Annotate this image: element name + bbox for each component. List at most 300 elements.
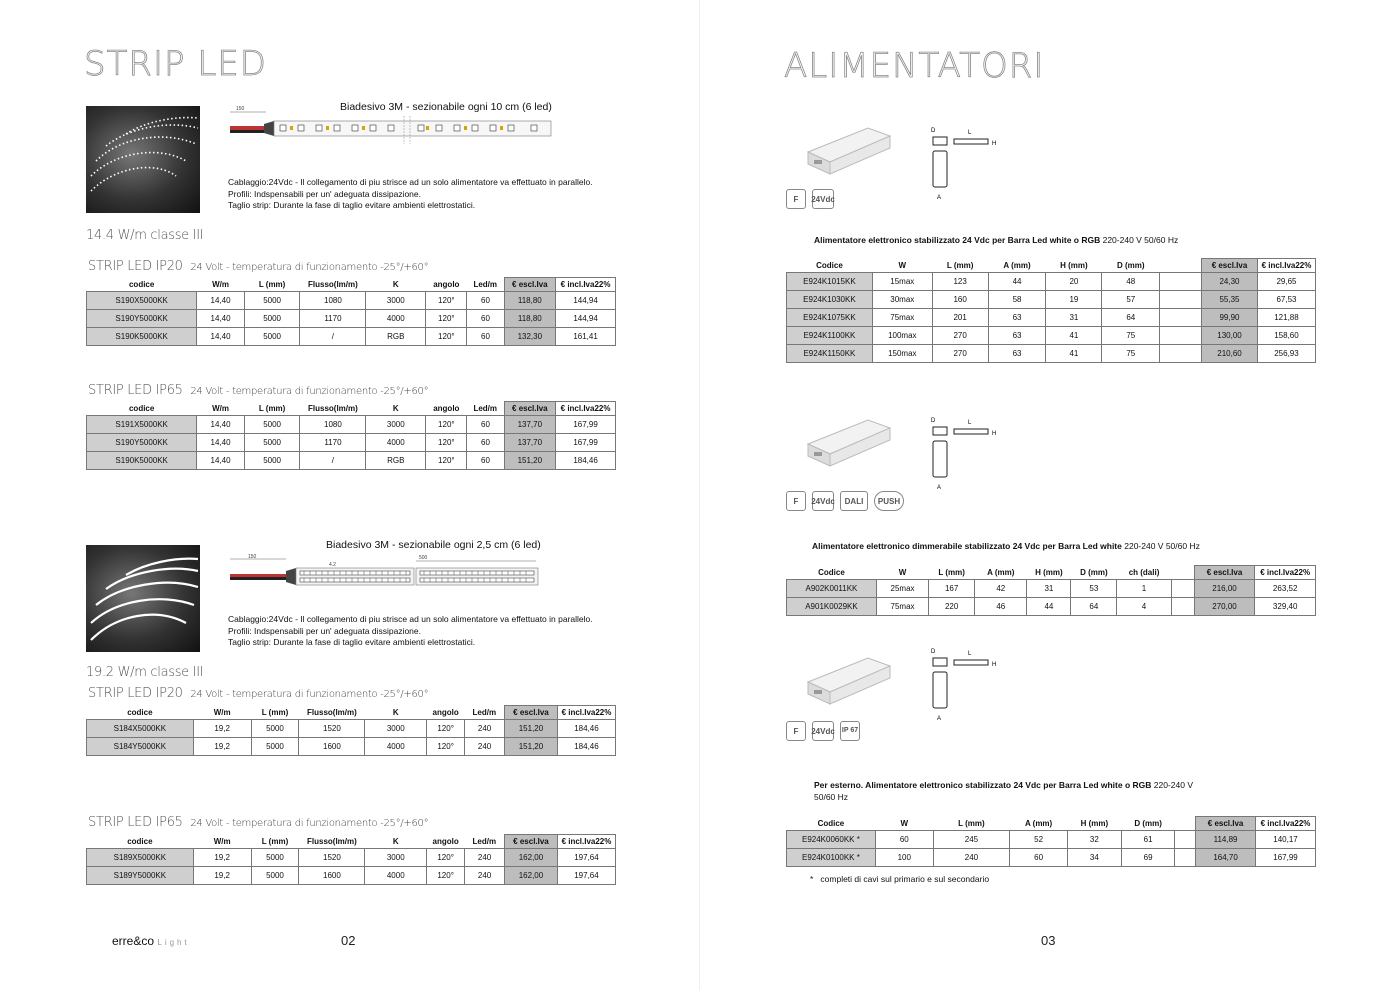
table-cell: 44 bbox=[1027, 598, 1071, 616]
table-cell: 4 bbox=[1117, 598, 1171, 616]
table-cell: RGB bbox=[366, 452, 426, 470]
page-number-right: 03 bbox=[1041, 933, 1056, 948]
dim-a: A bbox=[937, 195, 942, 201]
table-cell: 240 bbox=[465, 849, 505, 867]
table-row bbox=[787, 345, 1316, 363]
table-cell: 69 bbox=[1121, 849, 1175, 867]
table-cell: E924K1015KK bbox=[787, 273, 873, 291]
table-cell: 1600 bbox=[299, 738, 365, 756]
dim-h-2: H bbox=[992, 431, 997, 437]
table-header-row bbox=[87, 402, 616, 416]
strip-led-ip20-table-1 bbox=[86, 277, 616, 346]
column-header: Led/m bbox=[472, 836, 497, 846]
column-header: € escl.Iva bbox=[1202, 259, 1258, 273]
table-cell: S190Y5000KK bbox=[87, 310, 197, 328]
footnote-text: completi di cavi sul primario e sul secondario bbox=[820, 874, 990, 884]
page-right bbox=[700, 0, 1400, 990]
table-cell: 32 bbox=[1068, 831, 1122, 849]
table-row bbox=[787, 580, 1316, 598]
column-header: K bbox=[392, 403, 399, 413]
column-header: ch (dali) bbox=[1128, 567, 1160, 577]
table-cell: 52 bbox=[1010, 831, 1068, 849]
table-cell: 4000 bbox=[365, 738, 427, 756]
cert-24v-3: 24Vdc bbox=[812, 721, 834, 741]
table-cell bbox=[1160, 327, 1202, 345]
table-cell: 57 bbox=[1102, 291, 1160, 309]
table-cell: 123 bbox=[932, 273, 988, 291]
table-header-row bbox=[787, 566, 1316, 580]
dimension-diagram-1 bbox=[926, 124, 1006, 204]
column-header: € incl.Iva22% bbox=[1256, 817, 1316, 831]
column-header: L (mm) bbox=[938, 567, 965, 577]
table-cell: 29,65 bbox=[1257, 273, 1315, 291]
column-header: D (mm) bbox=[1080, 567, 1108, 577]
table-cell: 5000 bbox=[251, 849, 299, 867]
table-cell: A901K0029KK bbox=[787, 598, 877, 616]
table-cell: 137,70 bbox=[504, 416, 556, 434]
column-header: W/m bbox=[212, 403, 229, 413]
table-row bbox=[87, 452, 616, 470]
strip-led-ip65-table-1 bbox=[86, 401, 616, 470]
table-cell: 184,46 bbox=[557, 720, 615, 738]
cert-push: PUSH bbox=[874, 491, 904, 511]
column-header: L (mm) bbox=[261, 707, 289, 717]
table-4-subtitle: 24 Volt - temperatura di funzionamento -25°/+60° bbox=[190, 818, 429, 829]
table-cell: S191X5000KK bbox=[87, 416, 197, 434]
dimension-diagram-3 bbox=[926, 645, 1006, 725]
table-cell: 120° bbox=[427, 849, 465, 867]
table-cell: 158,60 bbox=[1257, 327, 1315, 345]
table-cell: 161,41 bbox=[556, 328, 616, 346]
column-header: € escl.Iva bbox=[504, 278, 556, 292]
strip-2-dim-a: 150 bbox=[248, 554, 257, 560]
cert-24v-1: 24Vdc bbox=[812, 189, 834, 209]
table-row bbox=[787, 598, 1316, 616]
page-number-left: 02 bbox=[341, 933, 356, 948]
section-3-caption bbox=[814, 779, 1194, 803]
table-cell: 144,94 bbox=[556, 310, 616, 328]
table-cell: 120° bbox=[427, 738, 465, 756]
strip-led-ip65-table-2 bbox=[86, 834, 616, 885]
table-cell: 100max bbox=[872, 327, 932, 345]
section-3-caption-bold: Per esterno. Alimentatore elettronico stabilizzato 24 Vdc per Barra Led white o RGB bbox=[814, 780, 1152, 790]
table-cell: 162,00 bbox=[505, 849, 558, 867]
table-cell: S184X5000KK bbox=[87, 720, 194, 738]
table-header-row bbox=[787, 259, 1316, 273]
table-cell: 167 bbox=[929, 580, 975, 598]
table-cell: 60 bbox=[467, 292, 504, 310]
table-cell: S189X5000KK bbox=[87, 849, 194, 867]
table-cell: 42 bbox=[975, 580, 1027, 598]
table-cell: 1080 bbox=[300, 416, 366, 434]
table-cell: E924K1030KK bbox=[787, 291, 873, 309]
table-cell: 19,2 bbox=[193, 867, 251, 885]
note-profili-2: Profili: Indspensabili per un' adeguata dissipazione. bbox=[228, 625, 421, 636]
power-supply-image-1 bbox=[804, 122, 894, 182]
strip-2-diagram-label: Biadesivo 3M - sezionabile ogni 2,5 cm (6 led) bbox=[326, 539, 541, 551]
column-header: Flusso(lm/m) bbox=[308, 403, 358, 413]
section-3-caption-line2: 50/60 Hz bbox=[814, 792, 849, 802]
table-cell: 151,20 bbox=[505, 720, 558, 738]
table-cell: 270 bbox=[932, 345, 988, 363]
dim-h: H bbox=[992, 141, 997, 147]
power-supply-table-3 bbox=[786, 816, 1316, 867]
table-cell: 60 bbox=[467, 328, 504, 346]
table-cell: 34 bbox=[1068, 849, 1122, 867]
strip-2-class-label: 19.2 W/m classe III bbox=[86, 665, 204, 680]
column-header: A (mm) bbox=[1003, 260, 1031, 270]
table-1-title bbox=[88, 259, 428, 274]
table-cell: E924K0060KK * bbox=[787, 831, 876, 849]
table-cell: 120° bbox=[427, 867, 465, 885]
table-cell: 184,46 bbox=[556, 452, 616, 470]
table-cell: 114,89 bbox=[1196, 831, 1256, 849]
table-cell: 60 bbox=[1010, 849, 1068, 867]
cert-ip67: IP 67 bbox=[840, 721, 860, 741]
column-header: angolo bbox=[433, 403, 460, 413]
table-row bbox=[787, 327, 1316, 345]
table-cell: 167,99 bbox=[1256, 849, 1316, 867]
column-header: Flusso(lm/m) bbox=[307, 707, 357, 717]
strip-2-dim-c: 4.2 bbox=[329, 562, 336, 568]
table-cell: S190Y5000KK bbox=[87, 434, 197, 452]
table-4-name: STRIP LED IP65 bbox=[88, 815, 183, 830]
table-cell: 19 bbox=[1046, 291, 1102, 309]
dimension-diagram-2 bbox=[926, 414, 1006, 494]
power-supply-image-3 bbox=[804, 652, 894, 712]
column-header: L (mm) bbox=[958, 818, 985, 828]
table-3-title bbox=[88, 686, 428, 701]
table-cell: 216,00 bbox=[1194, 580, 1255, 598]
table-row bbox=[787, 849, 1316, 867]
table-cell: 31 bbox=[1027, 580, 1071, 598]
column-header: Flusso(lm/m) bbox=[307, 836, 357, 846]
note-taglio-2: Taglio strip: Durante la fase di taglio evitare ambienti elettrostatici. bbox=[228, 637, 476, 647]
cert-dali: DALI bbox=[840, 491, 868, 511]
table-row bbox=[787, 291, 1316, 309]
table-cell bbox=[1171, 580, 1194, 598]
table-cell: 41 bbox=[1046, 345, 1102, 363]
table-cell: 15max bbox=[872, 273, 932, 291]
table-row bbox=[787, 309, 1316, 327]
table-cell: 120° bbox=[426, 416, 467, 434]
column-header: K bbox=[392, 279, 399, 289]
column-header bbox=[1160, 259, 1202, 273]
table-cell: 58 bbox=[988, 291, 1046, 309]
strip-2-dim-b: 500 bbox=[419, 555, 428, 561]
column-header: Codice bbox=[818, 567, 845, 577]
section-1-caption-normal: 220-240 V 50/60 Hz bbox=[1100, 235, 1179, 245]
table-cell: 140,17 bbox=[1256, 831, 1316, 849]
section-3-caption-normal: 220-240 V bbox=[1151, 780, 1193, 790]
section-2-caption-normal: 220-240 V 50/60 Hz bbox=[1121, 541, 1200, 551]
table-cell: 75 bbox=[1102, 345, 1160, 363]
footer-brand bbox=[112, 934, 190, 948]
column-header: € escl.Iva bbox=[505, 835, 558, 849]
table-cell: 53 bbox=[1071, 580, 1117, 598]
table-row bbox=[87, 434, 616, 452]
column-header: Flusso(lm/m) bbox=[308, 279, 358, 289]
table-4-title bbox=[88, 815, 428, 830]
table-cell: 64 bbox=[1071, 598, 1117, 616]
note-profili: Profili: Indspensabili per un' adeguata dissipazione. bbox=[228, 188, 421, 199]
table-cell: 240 bbox=[465, 738, 505, 756]
table-cell: 19,2 bbox=[193, 849, 251, 867]
table-cell: 46 bbox=[975, 598, 1027, 616]
column-header: € incl.Iva22% bbox=[556, 402, 616, 416]
table-cell: 120° bbox=[426, 310, 467, 328]
table-cell: 3000 bbox=[365, 849, 427, 867]
table-cell: 263,52 bbox=[1255, 580, 1316, 598]
table-cell: 60 bbox=[875, 831, 933, 849]
table-cell: 75max bbox=[876, 598, 928, 616]
power-supply-image-2 bbox=[804, 414, 894, 474]
table-cell: 25max bbox=[876, 580, 928, 598]
page-title-alimentatori: ALIMENTATORI bbox=[784, 46, 1045, 86]
column-header: € incl.Iva22% bbox=[557, 835, 615, 849]
certifications-3 bbox=[786, 721, 866, 741]
table-cell: 1080 bbox=[300, 292, 366, 310]
column-header: L (mm) bbox=[258, 403, 286, 413]
f-mark-icon-2: F bbox=[786, 491, 806, 511]
table-cell: 63 bbox=[988, 345, 1046, 363]
column-header: W bbox=[898, 567, 907, 577]
footnote bbox=[810, 874, 989, 884]
column-header: D (mm) bbox=[1117, 260, 1145, 270]
table-cell: 120° bbox=[426, 292, 467, 310]
column-header: € escl.Iva bbox=[504, 402, 556, 416]
table-cell: S190X5000KK bbox=[87, 292, 197, 310]
table-cell: 256,93 bbox=[1257, 345, 1315, 363]
table-cell: 240 bbox=[933, 849, 1009, 867]
table-cell: 245 bbox=[933, 831, 1009, 849]
table-cell: 4000 bbox=[366, 310, 426, 328]
column-header: angolo bbox=[433, 279, 460, 289]
table-cell: 67,53 bbox=[1257, 291, 1315, 309]
table-cell: 120° bbox=[426, 434, 467, 452]
table-cell: S189Y5000KK bbox=[87, 867, 194, 885]
column-header bbox=[1175, 817, 1196, 831]
table-cell: 120° bbox=[427, 720, 465, 738]
table-cell: 197,64 bbox=[557, 849, 615, 867]
table-cell: 151,20 bbox=[504, 452, 556, 470]
table-cell: 60 bbox=[467, 452, 504, 470]
strip-1-notes bbox=[228, 177, 648, 212]
table-cell: 60 bbox=[467, 434, 504, 452]
table-cell: 137,70 bbox=[504, 434, 556, 452]
table-cell: 14,40 bbox=[197, 416, 244, 434]
table-cell bbox=[1160, 309, 1202, 327]
table-3-name: STRIP LED IP20 bbox=[88, 686, 183, 701]
table-cell: 162,00 bbox=[505, 867, 558, 885]
power-supply-table-2 bbox=[786, 565, 1316, 616]
section-2-caption-bold: Alimentatore elettronico dimmerabile stabilizzato 24 Vdc per Barra Led white bbox=[812, 541, 1122, 551]
strip-1-dim-label: 150 bbox=[236, 106, 245, 112]
column-header: H (mm) bbox=[1080, 818, 1109, 828]
table-cell: 14,40 bbox=[197, 434, 244, 452]
table-cell bbox=[1171, 598, 1194, 616]
table-1-subtitle: 24 Volt - temperatura di funzionamento -25°/+60° bbox=[190, 262, 429, 273]
column-header: W/m bbox=[213, 836, 231, 846]
column-header: Led/m bbox=[472, 707, 497, 717]
column-header: L (mm) bbox=[946, 260, 974, 270]
table-cell: 5000 bbox=[244, 292, 300, 310]
table-cell: 197,64 bbox=[557, 867, 615, 885]
table-cell: 99,90 bbox=[1202, 309, 1258, 327]
table-cell: 5000 bbox=[244, 452, 300, 470]
section-1-caption-bold: Alimentatore elettronico stabilizzato 24 Vdc per Barra Led white o RGB bbox=[814, 235, 1101, 245]
table-cell: 118,80 bbox=[504, 310, 556, 328]
table-2-title bbox=[88, 383, 428, 398]
table-cell: 150max bbox=[872, 345, 932, 363]
table-cell: 1170 bbox=[300, 434, 366, 452]
table-cell: 130,00 bbox=[1202, 327, 1258, 345]
table-header-row bbox=[87, 706, 616, 720]
table-cell: / bbox=[300, 452, 366, 470]
table-1-name: STRIP LED IP20 bbox=[88, 259, 183, 274]
table-cell bbox=[1175, 849, 1196, 867]
table-2-name: STRIP LED IP65 bbox=[88, 383, 183, 398]
table-cell: 201 bbox=[932, 309, 988, 327]
table-cell: 270,00 bbox=[1194, 598, 1255, 616]
table-cell: 210,60 bbox=[1202, 345, 1258, 363]
strip-1-class-label: 14.4 W/m classe III bbox=[86, 228, 204, 243]
column-header: W bbox=[900, 818, 909, 828]
table-header-row bbox=[87, 835, 616, 849]
table-cell: 14,40 bbox=[197, 452, 244, 470]
table-header-row bbox=[87, 278, 616, 292]
column-header: angolo bbox=[432, 707, 459, 717]
table-cell: 60 bbox=[467, 310, 504, 328]
column-header: Led/m bbox=[473, 279, 498, 289]
footnote-mark: * bbox=[810, 874, 814, 884]
table-cell: 120° bbox=[426, 452, 467, 470]
column-header: Codice bbox=[817, 818, 845, 828]
table-header-row bbox=[787, 817, 1316, 831]
table-cell: E924K0100KK * bbox=[787, 849, 876, 867]
table-row bbox=[87, 416, 616, 434]
note-taglio: Taglio strip: Durante la fase di taglio evitare ambienti elettrostatici. bbox=[228, 200, 476, 210]
table-cell: 270 bbox=[932, 327, 988, 345]
table-row bbox=[87, 310, 616, 328]
table-cell: 118,80 bbox=[504, 292, 556, 310]
table-cell: 48 bbox=[1102, 273, 1160, 291]
column-header: K bbox=[392, 836, 399, 846]
strip-1-diagram bbox=[226, 104, 556, 154]
certifications-2 bbox=[786, 491, 910, 511]
brand-light: Light bbox=[157, 938, 190, 947]
table-row bbox=[87, 292, 616, 310]
table-cell: 120° bbox=[426, 328, 467, 346]
table-cell: 63 bbox=[988, 327, 1046, 345]
column-header: € incl.Iva22% bbox=[1257, 259, 1315, 273]
dim-d-3: D bbox=[931, 649, 936, 655]
table-cell: 151,20 bbox=[505, 738, 558, 756]
column-header: D (mm) bbox=[1134, 818, 1162, 828]
table-cell: 5000 bbox=[251, 867, 299, 885]
table-cell bbox=[1160, 291, 1202, 309]
table-cell bbox=[1160, 273, 1202, 291]
table-cell: 30max bbox=[872, 291, 932, 309]
brand-name: erre&co bbox=[112, 934, 155, 948]
table-cell bbox=[1160, 345, 1202, 363]
dim-a-3: A bbox=[937, 716, 942, 722]
table-cell: S190K5000KK bbox=[87, 452, 197, 470]
dim-l: L bbox=[968, 130, 972, 136]
column-header: H (mm) bbox=[1035, 567, 1063, 577]
column-header: € incl.Iva22% bbox=[556, 278, 616, 292]
strip-photo-1 bbox=[86, 106, 200, 213]
table-2-subtitle: 24 Volt - temperatura di funzionamento -25°/+60° bbox=[190, 386, 429, 397]
table-row bbox=[87, 867, 616, 885]
f-mark-icon: F bbox=[786, 189, 806, 209]
strip-photo-2 bbox=[86, 545, 200, 652]
strip-2-notes bbox=[228, 614, 648, 649]
power-supply-table-1 bbox=[786, 258, 1316, 363]
dim-a-2: A bbox=[937, 485, 942, 491]
table-cell: / bbox=[300, 328, 366, 346]
table-row bbox=[87, 328, 616, 346]
table-row bbox=[87, 849, 616, 867]
table-cell: 100 bbox=[875, 849, 933, 867]
table-cell: 19,2 bbox=[193, 720, 251, 738]
table-cell: 63 bbox=[988, 309, 1046, 327]
column-header bbox=[1171, 566, 1194, 580]
column-header: A (mm) bbox=[1024, 818, 1053, 828]
table-cell: 5000 bbox=[244, 310, 300, 328]
table-cell: 240 bbox=[465, 867, 505, 885]
table-cell: 5000 bbox=[251, 720, 299, 738]
column-header: codice bbox=[127, 707, 153, 717]
section-1-caption bbox=[814, 235, 1178, 245]
table-cell: 1520 bbox=[299, 849, 365, 867]
column-header: L (mm) bbox=[261, 836, 289, 846]
table-cell: 31 bbox=[1046, 309, 1102, 327]
table-cell: E924K1150KK bbox=[787, 345, 873, 363]
table-cell: 1 bbox=[1117, 580, 1171, 598]
table-cell: 1520 bbox=[299, 720, 365, 738]
dim-l-2: L bbox=[968, 420, 972, 426]
column-header: W/m bbox=[213, 707, 231, 717]
certifications-1 bbox=[786, 189, 840, 209]
table-cell: 121,88 bbox=[1257, 309, 1315, 327]
table-cell: 4000 bbox=[366, 434, 426, 452]
table-cell: 64 bbox=[1102, 309, 1160, 327]
table-cell: 14,40 bbox=[197, 328, 244, 346]
note-cablaggio: Cablaggio:24Vdc - Il collegamento di piu strisce ad un solo alimentatore va effettuato in parallelo. bbox=[228, 177, 593, 187]
table-cell: 164,70 bbox=[1196, 849, 1256, 867]
table-cell: 20 bbox=[1046, 273, 1102, 291]
table-row bbox=[787, 273, 1316, 291]
table-cell: 132,30 bbox=[504, 328, 556, 346]
column-header: € escl.Iva bbox=[505, 706, 558, 720]
table-cell: 41 bbox=[1046, 327, 1102, 345]
table-cell: A902K0011KK bbox=[787, 580, 877, 598]
column-header: K bbox=[392, 707, 399, 717]
f-mark-icon-3: F bbox=[786, 721, 806, 741]
table-row bbox=[787, 831, 1316, 849]
dim-d-2: D bbox=[931, 418, 936, 424]
table-cell: 1170 bbox=[300, 310, 366, 328]
table-cell: 167,99 bbox=[556, 434, 616, 452]
table-cell: 60 bbox=[467, 416, 504, 434]
table-cell: 19,2 bbox=[193, 738, 251, 756]
table-cell: 5000 bbox=[251, 738, 299, 756]
table-cell: 3000 bbox=[366, 416, 426, 434]
cert-24v-2: 24Vdc bbox=[812, 491, 834, 511]
table-cell: 184,46 bbox=[557, 738, 615, 756]
column-header: € escl.Iva bbox=[1194, 566, 1255, 580]
